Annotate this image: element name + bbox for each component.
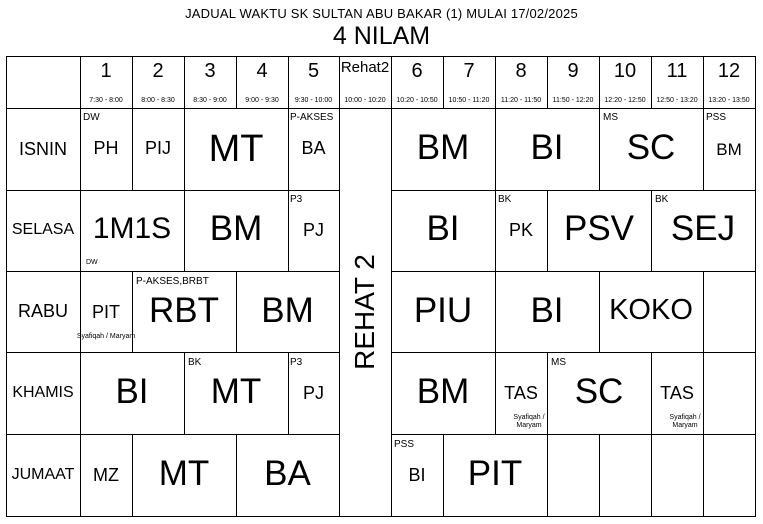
subject: BM — [416, 128, 470, 167]
grid-line — [391, 434, 756, 435]
teacher: Syafiqah / Maryam — [513, 414, 545, 429]
period-number: 9 — [567, 60, 579, 82]
subject: PSV — [563, 209, 635, 248]
period-number: 8 — [515, 60, 527, 82]
cell-tag: P3 — [290, 194, 303, 205]
subject: BI — [115, 372, 149, 411]
grid-line — [391, 271, 756, 272]
cell-tag: DW — [83, 112, 100, 123]
grid-line — [6, 352, 339, 353]
teacher: Syafiqah / Maryam — [669, 414, 701, 429]
subject: RBT — [149, 291, 219, 330]
period-time: 13:20 - 13:50 — [708, 97, 750, 104]
period-time: 12:20 - 12:50 — [604, 97, 646, 104]
subject: MZ — [93, 465, 119, 485]
teacher: DW — [86, 259, 98, 266]
subject: BM — [261, 291, 314, 330]
subject: TAS — [660, 383, 694, 403]
period-number: 7 — [463, 60, 475, 82]
cell-tag: MS — [551, 357, 566, 368]
period-number: 10 — [613, 60, 637, 82]
subject: BM — [716, 140, 742, 159]
subject: PJ — [302, 383, 324, 403]
grid-line — [391, 190, 756, 191]
subject: BM — [209, 209, 263, 248]
period-time: 8:00 - 8:30 — [141, 97, 175, 104]
cell-tag: BK — [498, 194, 512, 205]
subject: BA — [264, 454, 311, 493]
period-number: 5 — [307, 60, 320, 82]
grid-line — [6, 516, 756, 517]
cell-tag: PSS — [706, 112, 727, 123]
grid-line — [391, 352, 756, 353]
subject: SC — [574, 372, 624, 411]
subject: BI — [530, 291, 564, 330]
grid-line — [651, 434, 652, 516]
subject: PIU — [413, 291, 473, 330]
period-number: 3 — [204, 60, 216, 82]
grid-line — [6, 434, 339, 435]
subject: SC — [626, 128, 676, 167]
subject: MT — [158, 454, 210, 493]
grid-line — [703, 271, 704, 352]
subject: SEJ — [670, 209, 736, 248]
day-label: RABU — [17, 301, 68, 321]
period-number: 4 — [256, 60, 268, 82]
period-time: 12:50 - 13:20 — [656, 97, 698, 104]
period-time: 9:00 - 9:30 — [245, 97, 279, 104]
period-time: 11:50 - 12:20 — [552, 97, 594, 104]
period-time: 11:20 - 11:50 — [500, 97, 542, 104]
subject: MT — [210, 372, 262, 411]
subject: BI — [426, 209, 460, 248]
grid-line — [6, 190, 339, 191]
grid-line — [599, 434, 600, 516]
grid-line — [6, 56, 756, 57]
subject: BI — [530, 128, 564, 167]
timetable-title: JADUAL WAKTU SK SULTAN ABU BAKAR (1) MULAI 17/02/2025 — [185, 6, 578, 21]
day-label: JUMAAT — [11, 466, 75, 483]
subject: KOKO — [609, 294, 693, 326]
teacher: Syafiqah / Maryam — [76, 333, 136, 340]
period-number: 12 — [717, 60, 741, 82]
cell-tag: P3 — [290, 357, 303, 368]
grid-line — [391, 56, 392, 517]
grid-line — [6, 56, 7, 517]
grid-line — [6, 271, 339, 272]
cell-tag: MS — [603, 112, 618, 123]
day-label: KHAMIS — [12, 384, 74, 401]
day-label: SELASA — [11, 221, 75, 238]
subject: 1M1S — [92, 212, 172, 245]
cell-tag: P-AKSES,BRBT — [136, 276, 209, 287]
period-time: 9:30 - 10:00 — [294, 97, 333, 104]
subject: PIJ — [144, 138, 171, 158]
cell-tag: BK — [188, 357, 202, 368]
period-number: 11 — [666, 60, 688, 82]
subject: BA — [301, 138, 326, 158]
subject: PK — [508, 220, 533, 240]
grid-line — [339, 56, 340, 517]
grid-line — [80, 56, 81, 517]
grid-line — [547, 434, 548, 516]
period-time: 10:50 - 11:20 — [448, 97, 490, 104]
subject: PJ — [302, 220, 324, 240]
subject: BM — [416, 372, 470, 411]
grid-line — [755, 56, 756, 517]
period-time: 7:30 - 8:00 — [89, 97, 123, 104]
cell-tag: P-AKSES — [290, 112, 334, 123]
subject: BI — [408, 465, 426, 485]
grid-line — [703, 434, 704, 516]
subject: TAS — [504, 383, 538, 403]
cell-tag: BK — [655, 194, 669, 205]
day-label: ISNIN — [18, 139, 67, 159]
period-time: 10:20 - 10:50 — [396, 97, 438, 104]
cell-tag: PSS — [394, 439, 415, 450]
period-number: 2 — [152, 60, 164, 82]
subject: PIT — [467, 454, 523, 493]
period-number: 1 — [100, 60, 112, 82]
rehat-label: REHAT 2 — [349, 254, 380, 370]
subject: PH — [93, 138, 119, 158]
rehat-header: Rehat2 — [340, 59, 390, 76]
subject: PIT — [91, 302, 120, 322]
period-time: 10:00 - 10:20 — [344, 97, 386, 104]
grid-line — [6, 108, 756, 109]
period-time: 8:30 - 9:00 — [193, 97, 227, 104]
period-number: 6 — [411, 60, 423, 82]
class-name: 4 NILAM — [332, 22, 431, 50]
subject: MT — [208, 128, 264, 170]
